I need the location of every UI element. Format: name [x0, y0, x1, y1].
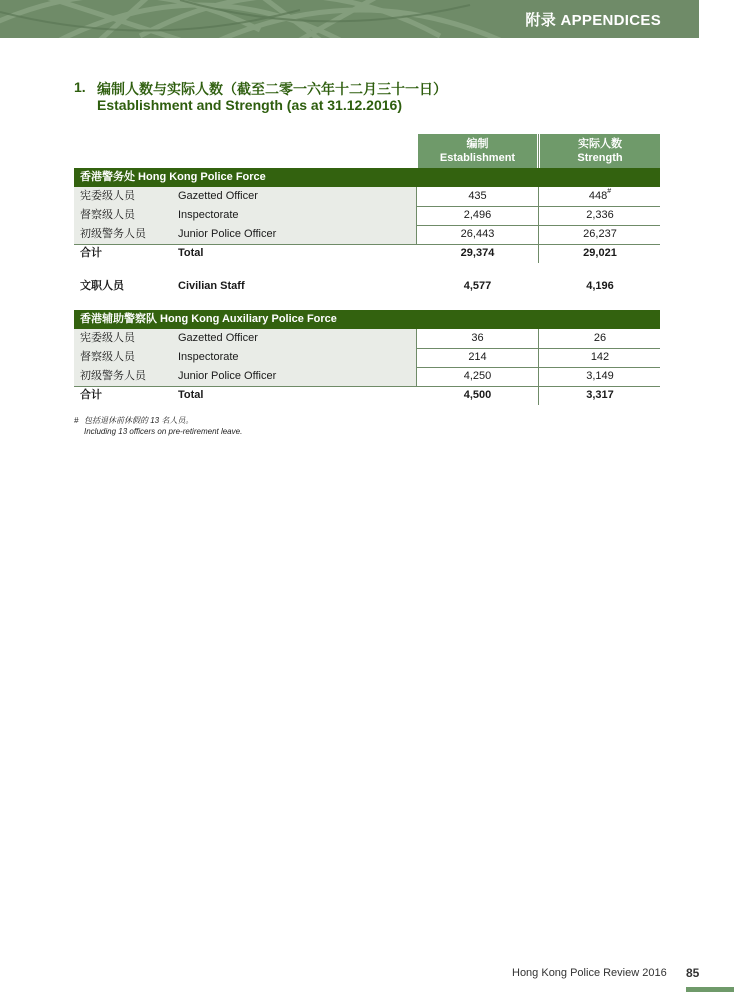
strength-value: 29,021 — [583, 247, 617, 259]
table-row — [74, 329, 660, 349]
section-title-en: Establishment and Strength (as at 31.12.2016) — [97, 97, 402, 113]
column-header-en: Strength — [577, 152, 623, 164]
group-header-police-force: 香港警务处 Hong Kong Police Force — [74, 168, 660, 187]
establishment-value: 4,500 — [463, 389, 492, 401]
total-row — [74, 386, 660, 405]
column-header-en: Establishment — [439, 152, 516, 164]
total-zh: 合计 — [80, 247, 102, 259]
strength-value: 3,149 — [586, 370, 614, 382]
civilian-en: Civilian Staff — [178, 280, 245, 292]
column-header-zh: 实际人数 — [578, 138, 622, 150]
footnote-mark: # — [74, 416, 79, 425]
strength-value: 2,336 — [586, 209, 614, 221]
rank-zh: 宪委级人员 — [74, 329, 166, 348]
footnote-en: Including 13 officers on pre-retirement leave. — [84, 427, 243, 436]
publication-name: Hong Kong Police Review 2016 — [512, 967, 667, 979]
column-divider — [538, 134, 539, 168]
group-header-auxiliary: 香港辅助警察队 Hong Kong Auxiliary Police Force — [74, 310, 660, 329]
table-row — [74, 367, 660, 387]
total-zh: 合计 — [80, 389, 102, 401]
column-divider — [416, 329, 417, 386]
strength-value: 3,317 — [586, 389, 614, 401]
establishment-value: 435 — [468, 190, 487, 202]
strength-value — [540, 187, 660, 206]
section-number: 1. — [74, 79, 86, 95]
civilian-zh: 文职人员 — [80, 280, 124, 292]
footer-accent-bar — [686, 987, 734, 992]
rank-en: Inspectorate — [166, 206, 416, 225]
appendices-title: 附录 APPENDICES — [525, 12, 661, 29]
rank-en: Gazetted Officer — [166, 187, 416, 206]
strength-number: 448 — [588, 190, 608, 202]
footnote-mark: # — [607, 188, 612, 195]
footnote-zh: 包括退休前休假的 13 名人员。 — [84, 416, 194, 425]
establishment-value: 4,250 — [463, 370, 492, 382]
page-number: 85 — [686, 966, 700, 980]
rank-zh: 初级警务人员 — [74, 225, 166, 244]
strength-value: 4,196 — [586, 280, 614, 292]
column-divider — [416, 187, 417, 244]
establishment-value: 4,577 — [463, 280, 492, 292]
column-header-strength — [540, 134, 660, 168]
column-divider — [538, 329, 539, 405]
rank-en: Gazetted Officer — [166, 329, 416, 348]
column-divider — [538, 187, 539, 263]
strength-value: 142 — [590, 351, 610, 363]
rank-en: Inspectorate — [166, 348, 416, 367]
total-en: Total — [178, 247, 204, 259]
rank-en: Junior Police Officer — [166, 225, 416, 244]
establishment-value: 214 — [468, 351, 487, 363]
establishment-value: 29,374 — [460, 247, 495, 259]
strength-value: 26,237 — [583, 228, 617, 240]
establishment-value: 2,496 — [463, 209, 492, 221]
table-row — [74, 187, 660, 207]
total-row — [74, 244, 660, 263]
rank-en: Junior Police Officer — [166, 367, 416, 386]
civilian-row — [74, 277, 660, 296]
table-row — [74, 348, 660, 368]
rank-zh: 督察级人员 — [74, 206, 166, 225]
rank-zh: 宪委级人员 — [74, 187, 166, 206]
total-en: Total — [178, 389, 204, 401]
rank-zh: 督察级人员 — [74, 348, 166, 367]
section-title-zh: 编制人数与实际人数（截至二零一六年十二月三十一日） — [97, 81, 447, 97]
table-row — [74, 206, 660, 226]
establishment-value: 26,443 — [460, 228, 495, 240]
establishment-value: 36 — [471, 332, 484, 344]
column-header-zh: 编制 — [466, 138, 489, 150]
header-banner — [0, 0, 699, 38]
table-row — [74, 225, 660, 245]
column-header-establishment — [418, 134, 537, 168]
rank-zh: 初级警务人员 — [74, 367, 166, 386]
strength-value: 26 — [593, 332, 607, 344]
